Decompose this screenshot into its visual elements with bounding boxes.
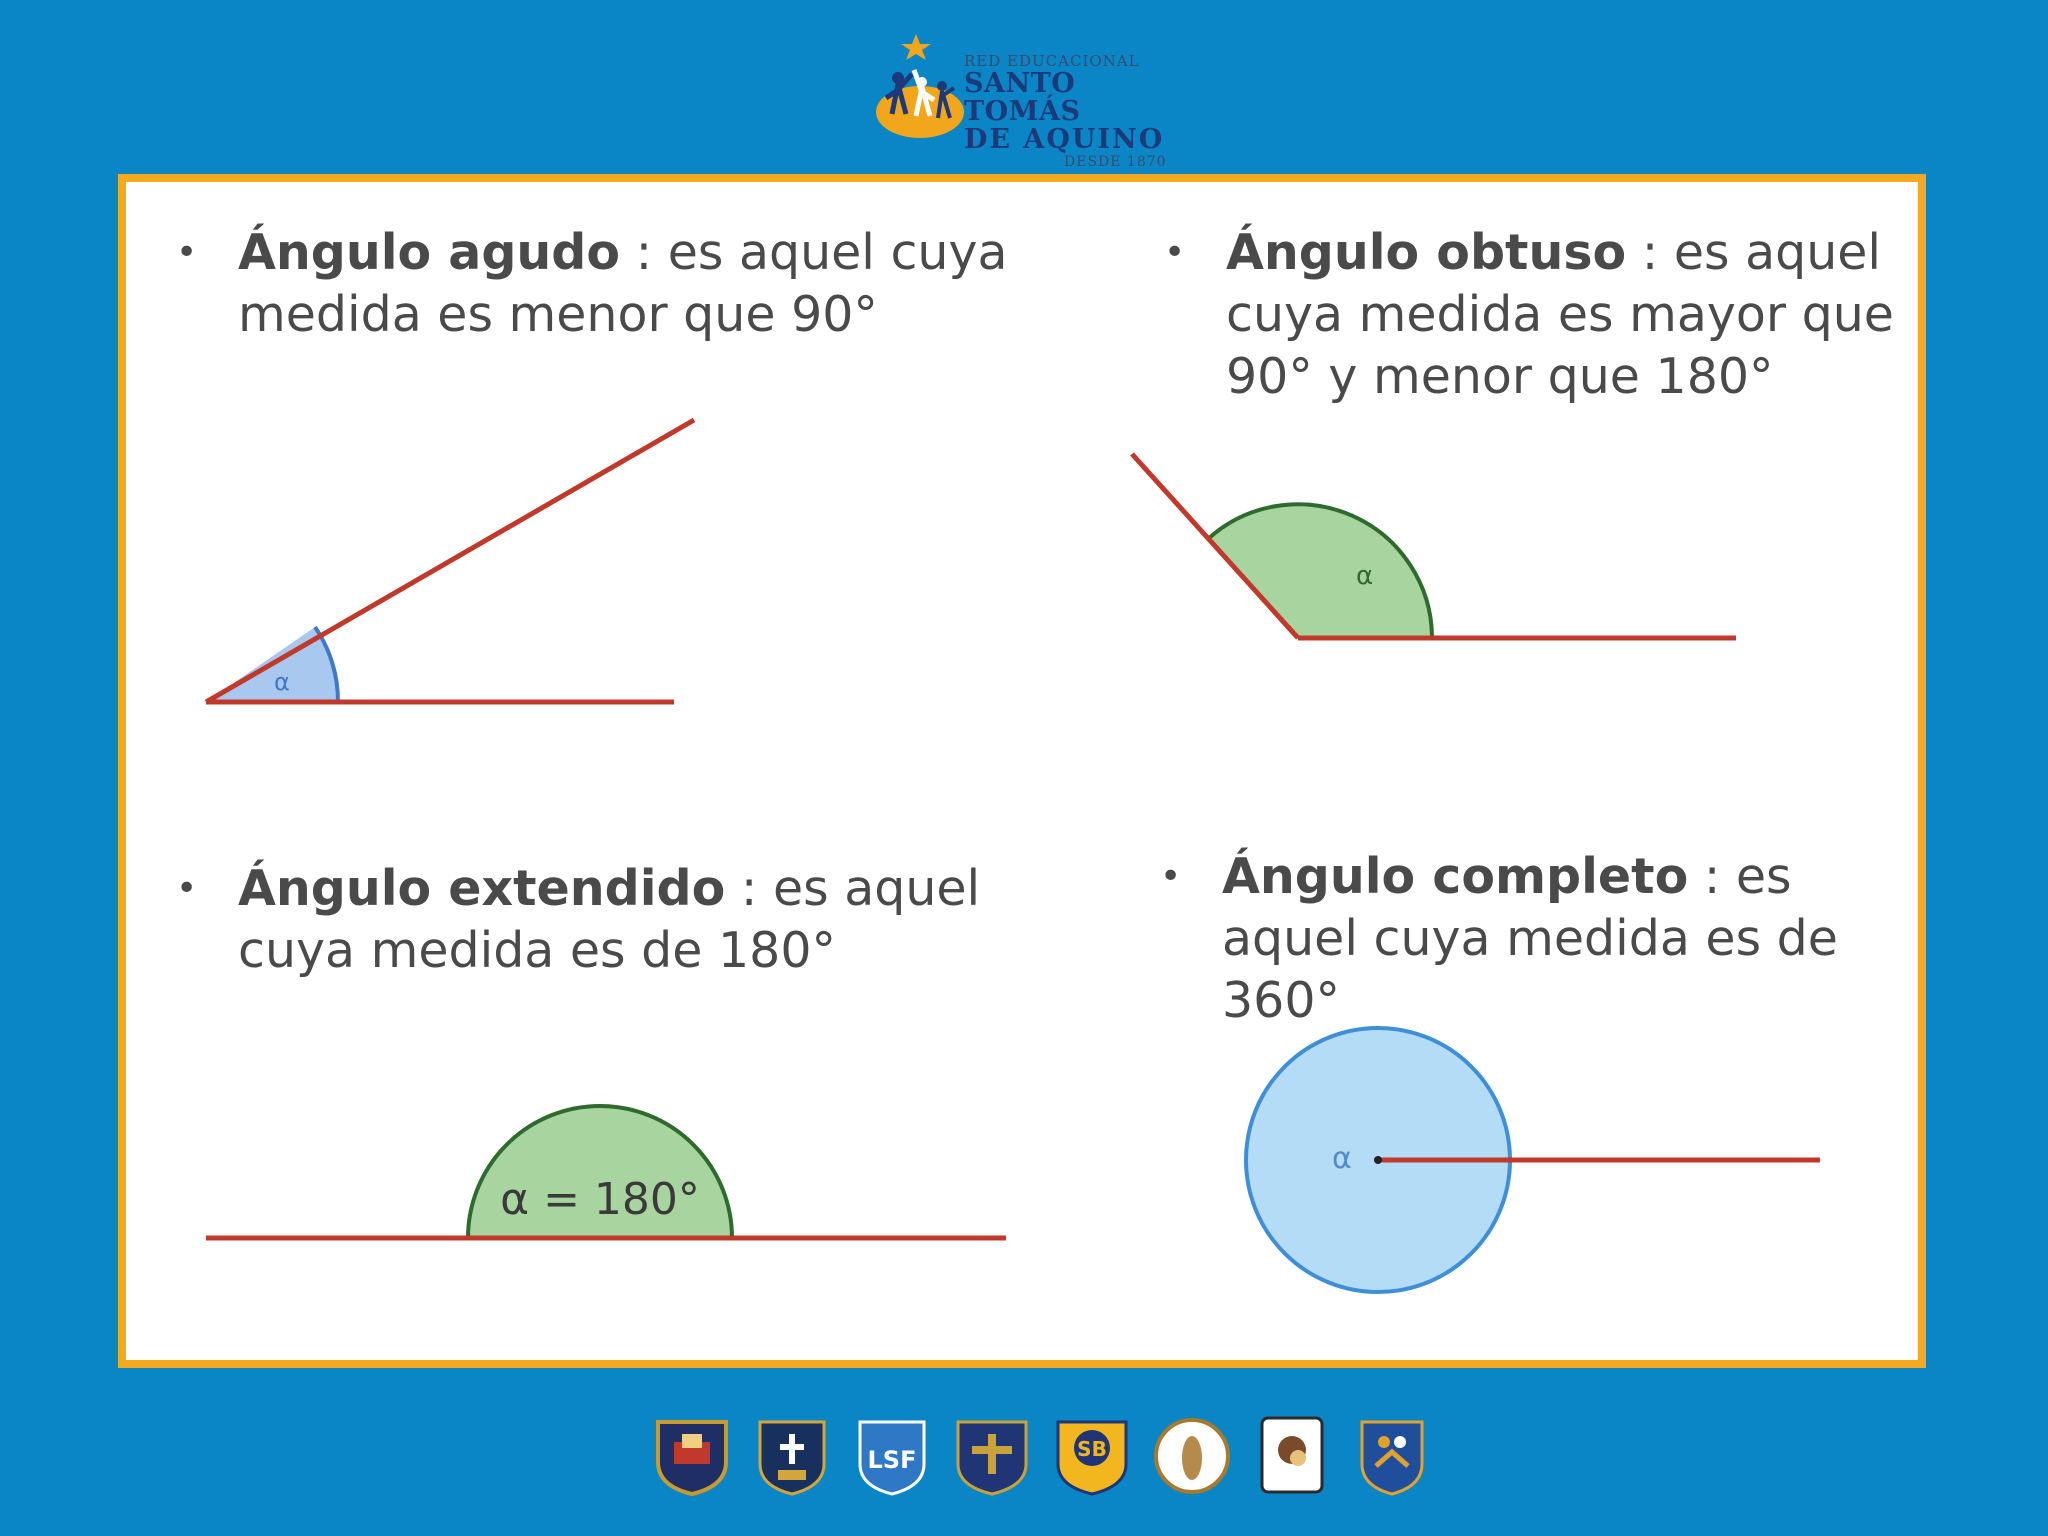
obtuse-angle-figure: [1086, 414, 1746, 654]
logo-line-3: DE AQUINO: [964, 124, 1165, 155]
badge-colegio-santa-maria: [1152, 1412, 1232, 1496]
vertex-point: [1374, 1156, 1382, 1164]
straight-angle-figure: [206, 1054, 1026, 1254]
badge-mons-luis-a-perez: [952, 1412, 1032, 1496]
badge-san-alberto-hurtado: [1352, 1412, 1432, 1496]
school-badges-row: [652, 1412, 1392, 1496]
bullet: •: [176, 868, 198, 909]
full-angle-figure: [1246, 1022, 1846, 1302]
term-label: Ángulo obtuso: [1226, 224, 1627, 281]
obtuse-angle-definition: [1164, 222, 1906, 408]
logo-wordmark: [964, 52, 1176, 170]
logo-line-1: RED EDUCACIONAL: [964, 52, 1140, 70]
badge-liceo-miguel-h-prado: [652, 1412, 732, 1496]
definition-text: : es aquel cuya medida es de 360°: [1222, 848, 1838, 1029]
badge-ollague: [1252, 1412, 1332, 1496]
logo-line-2: SANTO TOMÁS: [964, 68, 1081, 127]
badge-liceo-santa-teresa: [752, 1412, 832, 1496]
straight-angle-label: α = 180°: [500, 1174, 700, 1225]
definition-text: : es aquel cuya medida es mayor que 90° y menor que 180°: [1226, 224, 1894, 405]
bullet: •: [176, 232, 198, 273]
acute-angle-label: α: [274, 668, 290, 696]
school-network-logo: [876, 30, 1176, 170]
bullet: •: [1160, 856, 1182, 897]
svg-text:SB: SB: [1077, 1437, 1107, 1461]
badge-sb: [1052, 1412, 1132, 1496]
acute-ray-upper: [206, 420, 694, 702]
badge-lsf: [852, 1412, 932, 1496]
content-card: [118, 174, 1926, 1368]
term-label: Ángulo agudo: [238, 224, 621, 281]
definition-text: : es aquel cuya medida es de 180°: [238, 860, 981, 979]
definition-text: : es aquel cuya medida es menor que 90°: [238, 224, 1008, 343]
obtuse-angle-sector: [1208, 504, 1432, 638]
obtuse-angle-label: α: [1356, 561, 1374, 591]
logo-figures-icon: [876, 30, 972, 160]
logo-line-4: DESDE 1870: [1064, 154, 1167, 170]
svg-text:LSF: LSF: [867, 1446, 917, 1474]
bullet: •: [1164, 232, 1186, 273]
term-label: Ángulo extendido: [238, 860, 726, 917]
term-label: Ángulo completo: [1222, 848, 1689, 905]
full-angle-definition: [1160, 846, 1902, 1029]
acute-angle-figure: [206, 382, 726, 722]
full-angle-label: α: [1332, 1141, 1352, 1176]
straight-angle-definition: [176, 858, 1098, 982]
acute-angle-definition: [176, 222, 1058, 346]
